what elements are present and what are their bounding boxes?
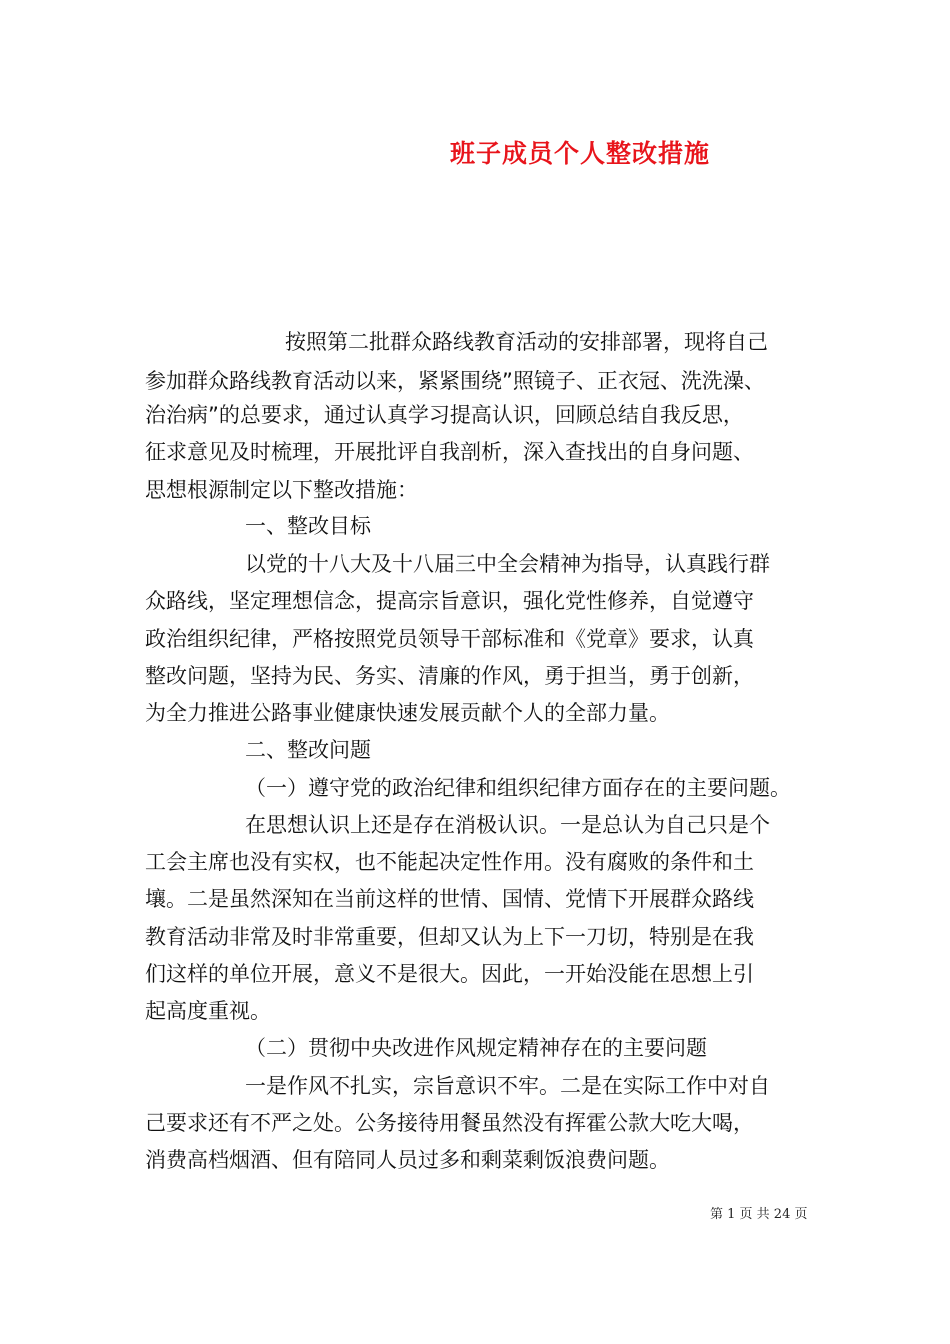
paragraph-line: 参加群众路线教育活动以来，紧紧围绕”照镜子、正衣冠、洗洗澡、 xyxy=(145,369,765,393)
paragraph-line: 治治病”的总要求，通过认真学习提高认识，回顾总结自我反思， xyxy=(145,403,744,427)
paragraph-line: 消费高档烟酒、但有陪同人员过多和剩菜剩饭浪费问题。 xyxy=(145,1148,670,1172)
paragraph-line: 壤。二是虽然深知在当前这样的世情、国情、党情下开展群众路线 xyxy=(145,887,754,911)
paragraph-line: 己要求还有不严之处。公务接待用餐虽然没有挥霍公款大吃大喝， xyxy=(145,1111,754,1135)
paragraph-line: 思想根源制定以下整改措施： xyxy=(145,478,418,502)
document-title: 班子成员个人整改措施 xyxy=(450,139,711,168)
subsection-heading: （二）贯彻中央改进作风规定精神存在的主要问题 xyxy=(245,1036,707,1060)
paragraph-line: 教育活动非常及时非常重要，但却又认为上下一刀切，特别是在我 xyxy=(145,925,754,949)
paragraph-line: 起高度重视。 xyxy=(145,999,271,1023)
section-heading: 一、整改目标 xyxy=(245,514,371,538)
paragraph-line: 工会主席也没有实权，也不能起决定性作用。没有腐败的条件和土 xyxy=(145,850,754,874)
paragraph-line: 以党的十八大及十八届三中全会精神为指导，认真践行群 xyxy=(245,552,770,576)
paragraph-line: 征求意见及时梳理，开展批评自我剖析，深入查找出的自身问题、 xyxy=(145,440,754,464)
subsection-heading: （一）遵守党的政治纪律和组织纪律方面存在的主要问题。 xyxy=(245,776,791,800)
paragraph-line: 按照第二批群众路线教育活动的安排部署，现将自己 xyxy=(285,330,768,354)
paragraph-line: 整改问题，坚持为民、务实、清廉的作风，勇于担当，勇于创新， xyxy=(145,664,754,688)
paragraph-line: 政治组织纪律，严格按照党员领导干部标准和《党章》要求，认真 xyxy=(145,627,754,651)
page-number: 第 1 页 共 24 页 xyxy=(710,1207,808,1222)
paragraph-line: 众路线，坚定理想信念，提高宗旨意识，强化党性修养，自觉遵守 xyxy=(145,589,754,613)
paragraph-line: 一是作风不扎实，宗旨意识不牢。二是在实际工作中对自 xyxy=(245,1074,770,1098)
paragraph-line: 在思想认识上还是存在消极认识。一是总认为自己只是个 xyxy=(245,813,770,837)
paragraph-line: 们这样的单位开展，意义不是很大。因此，一开始没能在思想上引 xyxy=(145,962,754,986)
paragraph-line: 为全力推进公路事业健康快速发展贡献个人的全部力量。 xyxy=(145,701,670,725)
section-heading: 二、整改问题 xyxy=(245,738,371,762)
